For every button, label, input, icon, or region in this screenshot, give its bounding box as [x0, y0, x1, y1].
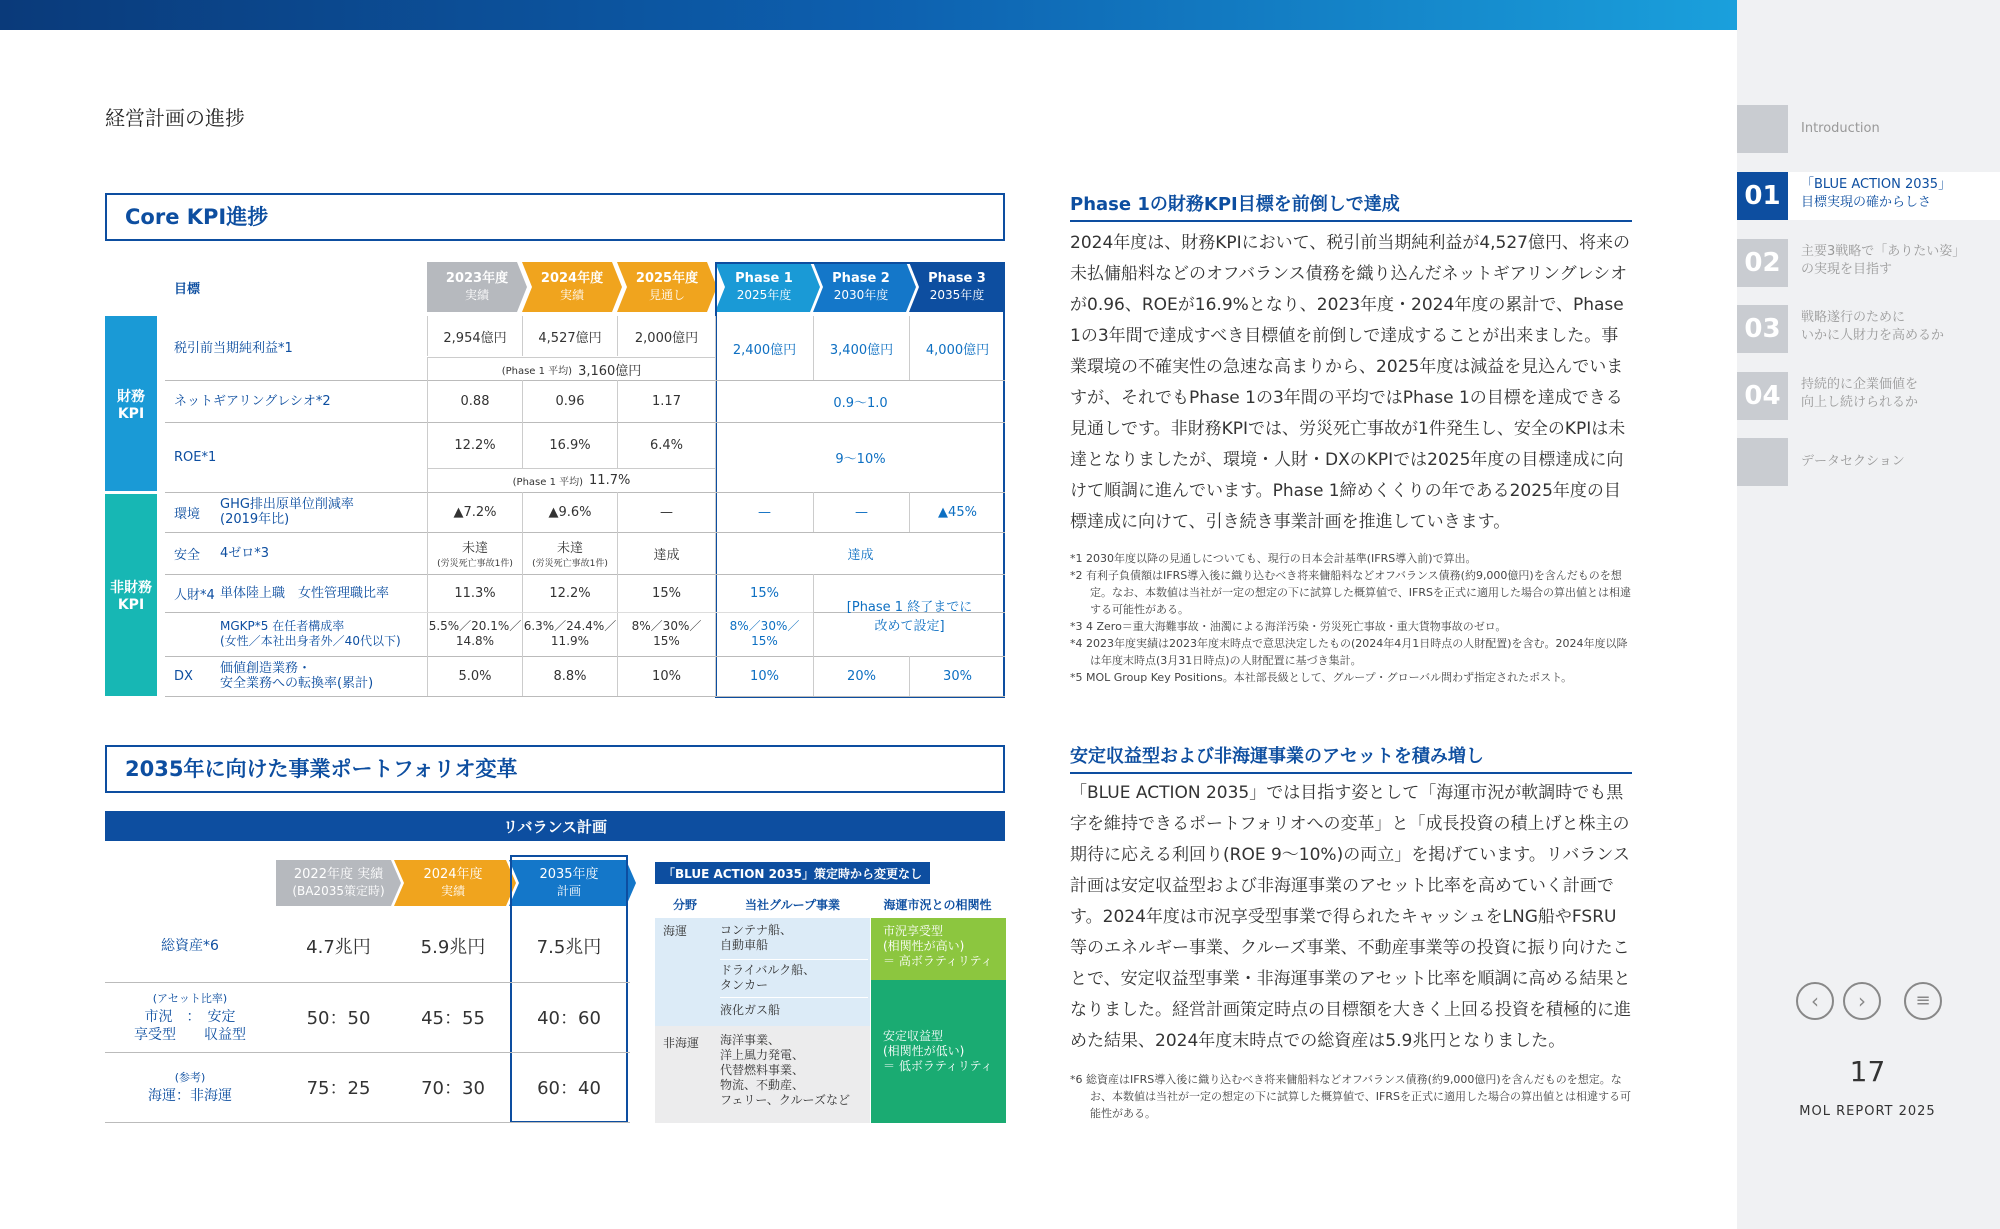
financial-kpi-label: 財務 KPI — [105, 316, 157, 491]
col-subtitle: 2030年度 — [833, 288, 889, 302]
menu-icon[interactable]: ≡ — [1904, 982, 1942, 1020]
col-subtitle: 計画 — [556, 884, 581, 898]
col-title: 2024年度 — [540, 271, 604, 286]
col-subtitle: 実績 — [440, 884, 465, 898]
footnote: *5 MOL Group Key Positions。本社部長級として、グループ・グローバル問わず指定されたポスト。 — [1070, 671, 1573, 684]
col-subtitle: 2025年度 — [736, 288, 792, 302]
chevron-left-icon[interactable]: ‹ — [1796, 982, 1834, 1020]
sidebar-nav-item[interactable] — [1737, 305, 2000, 353]
kpi-value: 30% — [909, 656, 1005, 696]
sidebar-nav-item[interactable] — [1737, 172, 2000, 220]
portfolio-value: 7.5兆円 — [536, 937, 602, 958]
kpi-row-label: ROE*1 — [174, 449, 217, 465]
kpi-value: 10% — [715, 656, 813, 696]
col-title: Phase 3 — [928, 271, 986, 286]
kpi-value: 6.3%／24.4%／ 11.9% — [522, 612, 617, 656]
kpi-value — [427, 532, 522, 574]
nav-label: データセクション — [1801, 454, 1905, 469]
avg-note: (Phase 1 平均) — [501, 365, 573, 377]
safety-value: 未達 — [556, 541, 583, 556]
biz-subhead: 当社グループ事業 — [744, 897, 841, 912]
sidebar-nav-item[interactable] — [1737, 438, 2000, 486]
col-title: 2025年度 — [635, 271, 699, 286]
kpi-row-label: MGKP*5 在任者構成率 (女性／本社出身者外／40代以下) — [220, 619, 401, 648]
footnote: *1 2030年度以降の見通しについても、現行の日本会計基準(IFRS導入前)で算出。 — [1070, 552, 1477, 565]
portfolio-col-header — [276, 860, 401, 906]
footnote: *4 2023年度実績は2023年度末時点で意思決定したもの(2024年4月1日時点の人財配置)を含む。2024年度以降は年度末時点(3月31日時点)の人財配置に基づき集計。 — [1070, 637, 1628, 667]
kpi-value: ▲7.2% — [427, 492, 522, 532]
kpi-value: 6.4% — [617, 422, 715, 468]
kpi-value: 4,000億円 — [909, 316, 1005, 380]
goal-header: 目標 — [174, 281, 201, 297]
avg-value: 11.7% — [589, 473, 631, 488]
kpi-value: 0.9～1.0 — [715, 380, 1005, 422]
footnote: *3 4 Zero＝重大海難事故・油濁による海洋汚染・労災死亡事故・重大貨物事故のゼロ。 — [1070, 620, 1507, 633]
avg-note: (Phase 1 平均) — [512, 477, 584, 488]
portfolio-value: 40：60 — [537, 1008, 601, 1029]
kpi-value: 2,000億円 — [617, 316, 715, 356]
top-gradient-bar — [0, 0, 1737, 30]
nav-label: Introduction — [1801, 121, 1880, 136]
nav-number: 01 — [1737, 172, 1788, 220]
biz-subhead: 分野 — [672, 897, 697, 912]
kpi-row-label: 4ゼロ*3 — [220, 545, 270, 561]
pretax-phase1-avg — [427, 357, 715, 380]
field-non-shipping: 非海運 — [663, 1036, 700, 1050]
kpi-col-header — [522, 262, 622, 312]
kpi-value: 0.88 — [427, 380, 522, 422]
kpi-value: 15% — [617, 574, 715, 612]
nav-number: 04 — [1737, 372, 1788, 420]
kpi-value: 8%／30%／ 15% — [715, 612, 813, 656]
col-title: 2023年度 — [445, 271, 509, 286]
footnotes — [1070, 550, 1632, 686]
kpi-row-label: 単体陸上職 女性管理職比率 — [220, 585, 390, 601]
kpi-value: 0.96 — [522, 380, 617, 422]
col-subtitle: 実績 — [464, 288, 489, 302]
nav-label: 持続的に企業価値を 向上し続けられるか — [1801, 377, 1919, 410]
row-note: (参考) — [174, 1071, 206, 1084]
kpi-value: 12.2% — [427, 422, 522, 468]
portfolio-row-label — [105, 1052, 275, 1122]
portfolio-value: 60：40 — [537, 1078, 601, 1099]
portfolio-row-label — [105, 982, 275, 1052]
kpi-value: 9～10% — [715, 422, 1005, 492]
kpi-category: DX — [174, 668, 193, 684]
nav-number — [1737, 105, 1788, 153]
asset-heading: 安定収益型および非海運事業のアセットを積み増し — [1070, 742, 1632, 774]
nav-label: 主要3戦略で「ありたい姿」 の実現を目指す — [1801, 244, 1966, 277]
kpi-col-header — [427, 262, 527, 312]
kpi-category: 環境 — [174, 506, 201, 522]
kpi-value: 1.17 — [617, 380, 715, 422]
kpi-value: 2,400億円 — [715, 316, 813, 380]
business-item: 海洋事業、 洋上風力発電、 代替燃料事業、 物流、不動産、 フェリー、クルーズなど — [720, 1033, 850, 1107]
sidebar-nav-item[interactable] — [1737, 239, 2000, 287]
kpi-row-label: 価値創造業務・ 安全業務への転換率(累計) — [220, 661, 374, 691]
kpi-value: 20% — [813, 656, 909, 696]
kpi-value: ▲45% — [909, 492, 1005, 532]
biz-subhead: 海運市況との相関性 — [883, 897, 992, 912]
field-shipping: 海運 — [663, 924, 688, 938]
col-title: Phase 2 — [832, 271, 890, 286]
kpi-value: — — [617, 492, 715, 532]
kpi-value: 達成 — [715, 532, 1005, 574]
kpi-value: 16.9% — [522, 422, 617, 468]
sidebar-nav-item[interactable] — [1737, 372, 2000, 420]
portfolio-row-label — [105, 910, 275, 982]
kpi-value: 10% — [617, 656, 715, 696]
kpi-category: 人財*4 — [174, 587, 215, 603]
portfolio-value: 5.9兆円 — [420, 937, 486, 958]
col-subtitle: (BA2035策定時) — [292, 884, 385, 898]
chevron-right-icon[interactable]: › — [1843, 982, 1881, 1020]
portfolio-heading: 2035年に向けた事業ポートフォリオ変革 — [105, 745, 1005, 793]
kpi-value: 12.2% — [522, 574, 617, 612]
row-label: 市況 ： 安定 享受型 収益型 — [134, 1009, 246, 1043]
kpi-value: — — [813, 492, 909, 532]
kpi-value: — — [715, 492, 813, 532]
nav-label: 戦略遂行のために いかに人財力を高めるか — [1801, 310, 1945, 343]
kpi-value: 5.5%／20.1%／ 14.8% — [427, 612, 522, 656]
safety-value: 未達 — [461, 541, 488, 556]
nav-number: 02 — [1737, 239, 1788, 287]
page-number: 17 — [1849, 1055, 1886, 1088]
portfolio-value: 4.7兆円 — [306, 937, 371, 958]
kpi-value: 11.3% — [427, 574, 522, 612]
kpi-value: 5.0% — [427, 656, 522, 696]
correlation-low: 安定収益型 (相関性が低い) ＝ 低ボラティリティ — [871, 980, 1006, 1123]
unchanged-tag: 「BLUE ACTION 2035」策定時から変更なし — [655, 862, 930, 884]
kpi-category: 安全 — [174, 547, 201, 563]
business-item: 液化ガス船 — [720, 1003, 781, 1017]
kpi-value: 15% — [715, 574, 813, 612]
kpi-row-label: 税引前当期純利益*1 — [174, 340, 293, 356]
portfolio-value: 75：25 — [306, 1078, 371, 1099]
portfolio-value: 70：30 — [421, 1078, 485, 1099]
portfolio-value: 50：50 — [306, 1008, 371, 1029]
business-item: コンテナ船、 自動車船 — [720, 920, 868, 960]
kpi-value: 2,954億円 — [427, 316, 522, 356]
col-title: 2022年度 実績 — [293, 867, 384, 882]
safety-sub: (労災死亡事故1件) — [532, 559, 608, 569]
col-subtitle: 2035年度 — [929, 288, 985, 302]
rebalance-banner: リバランス計画 — [105, 811, 1005, 841]
avg-value: 3,160億円 — [578, 363, 642, 379]
kpi-value: ▲9.6% — [522, 492, 617, 532]
hr-merged-target: [Phase 1 終了までに 改めて設定] — [813, 574, 1005, 656]
row-label: 総資産*6 — [161, 938, 219, 954]
asset-body: 「BLUE ACTION 2035」では目指す姿として「海運市況が軟調時でも黒字を維持できるポートフォリオへの変革」と「成長投資の積上げと株主の期待に応える利回り(ROE 9～10%)の両立」を掲げています。リバランス計画は安定収益型および非海運事業のアセット比率を高めていく計画です。2024年度は市況享受型事業で得られたキャッシュをLNG船やFSRU等のエネルギー事業、クルーズ事業、不動産事業等の投資に振り向けたことで、安定収益型事業・非海運事業のアセット比率を順調に高める結果となりました。経営計画策定時点の目標額を大きく上回る投資を積極的に進めた結果、2024年度末時点での総資産は5.9兆円となりました。 — [1070, 783, 1631, 1051]
kpi-row-label: GHG排出原単位削減率 (2019年比) — [220, 497, 354, 527]
roe-phase1-avg — [427, 468, 715, 492]
core-kpi-heading: Core KPI進捗 — [105, 193, 1005, 241]
kpi-value: 達成 — [617, 532, 715, 574]
nav-number — [1737, 438, 1788, 486]
sidebar-nav-item[interactable] — [1737, 105, 2000, 153]
nonfinancial-kpi-label: 非財務 KPI — [105, 494, 157, 696]
business-item: ドライバルク船、 タンカー — [720, 960, 868, 998]
portfolio-value: 45：55 — [421, 1008, 485, 1029]
nav-label: 「BLUE ACTION 2035」 目標実現の確からしさ — [1801, 177, 1952, 210]
kpi-value: 4,527億円 — [522, 316, 617, 356]
kpi-value: 8.8% — [522, 656, 617, 696]
row-note: (アセット比率) — [152, 992, 228, 1005]
col-title: Phase 1 — [735, 271, 793, 286]
page-title: 経営計画の進捗 — [105, 106, 245, 130]
portfolio-col-header — [394, 860, 512, 906]
nav-number: 03 — [1737, 305, 1788, 353]
phase1-heading: Phase 1の財務KPI目標を前倒しで達成 — [1070, 190, 1632, 222]
report-name: MOL REPORT 2025 — [1799, 1104, 1936, 1119]
phase1-body: 2024年度は、財務KPIにおいて、税引前当期純利益が4,527億円、将来の未払傭船料などのオフバランス債務を織り込んだネットギアリングレシオが0.96、ROEが16.9%となり、2023年度・2024年度の累計で、Phase 1の3年間で達成すべき目標値を前倒しで達成することが出来ました。事業環境の不確実性の急速な高まりから、2025年度は減益を見込んでいますが、それでもPhase 1の3年間の平均ではPhase 1の目標を達成できる見通しです。非財務KPIでは、労災死亡事故が1件発生し、安全のKPIは未達となりましたが、環境・人財・DXのKPIでは2025年度の目標達成に向けて順調に進んでいます。Phase 1締めくくりの年である2025年度の目標達成に向けて、引き続き事業計画を推進していきます。 — [1070, 233, 1631, 532]
correlation-high: 市況享受型 (相関性が高い) ＝ 高ボラティリティ — [871, 918, 1006, 980]
footnote-6: *6 総資産はIFRS導入後に織り込むべき将来傭船料などオフバランス債務(約9,000億円)を含んだものを想定。なお、本数値は当社が一定の想定の下に試算した概算値で、IFRSを正式に適用した場合の算出値とは相違する可能性がある。 — [1070, 1073, 1631, 1120]
col-title: 2024年度 — [423, 867, 483, 882]
col-title: 2035年度 — [539, 867, 599, 882]
safety-sub: (労災死亡事故1件) — [437, 559, 513, 569]
row-label: 海運：非海運 — [148, 1088, 232, 1104]
footnote: *2 有利子負債額はIFRS導入後に織り込むべき将来傭船料などオフバランス債務(約9,000億円)を含んだものを想定。なお、本数値は当社が一定の想定の下に試算した概算値で、IFRSを正式に適用した場合の算出値とは相違する可能性がある。 — [1070, 569, 1631, 616]
col-subtitle: 見通し — [648, 288, 685, 302]
col-subtitle: 実績 — [559, 288, 584, 302]
kpi-col-header — [617, 262, 717, 312]
kpi-value — [522, 532, 617, 574]
kpi-value: 8%／30%／ 15% — [617, 612, 715, 656]
kpi-value: 3,400億円 — [813, 316, 909, 380]
kpi-row-label: ネットギアリングレシオ*2 — [174, 393, 331, 409]
